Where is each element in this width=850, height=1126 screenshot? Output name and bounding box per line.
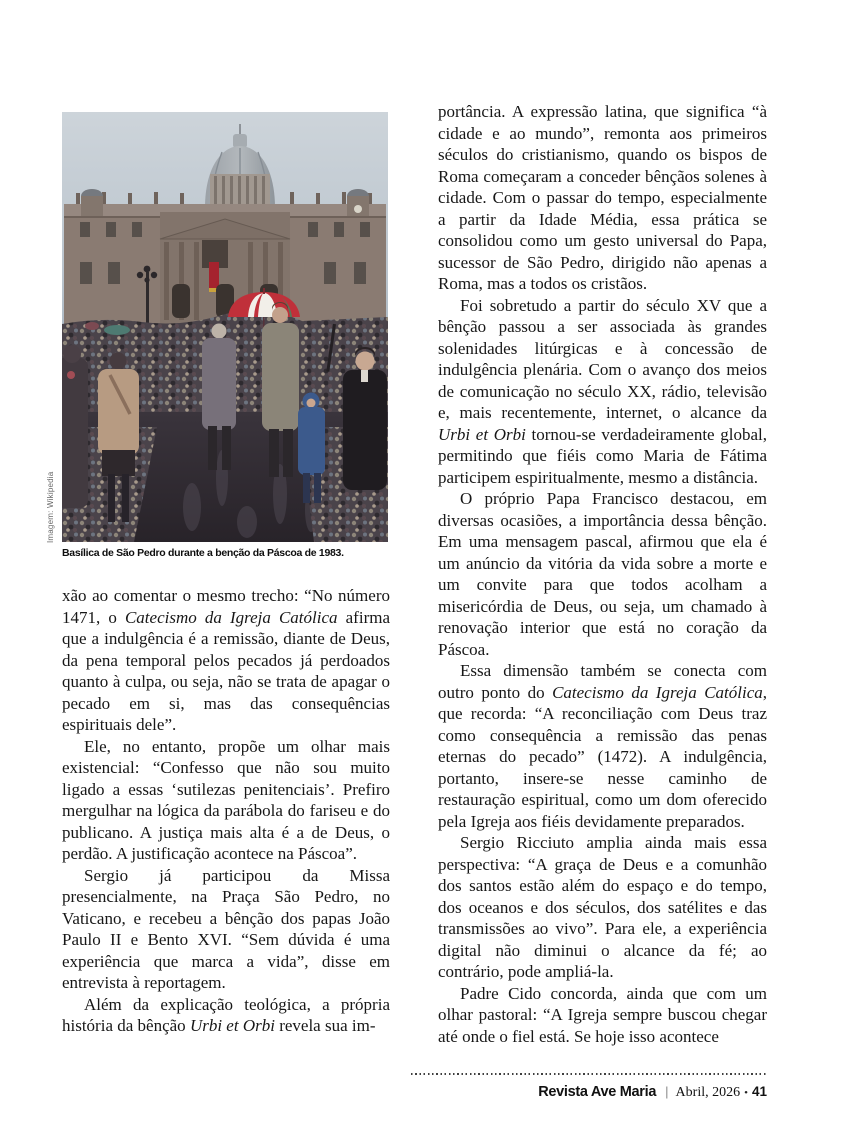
photo-caption: Basílica de São Pedro durante a benção da Páscoa de 1983. xyxy=(62,547,344,559)
page-footer xyxy=(411,1073,767,1101)
teal-umbrella xyxy=(104,325,130,335)
paragraph: Foi sobretudo a partir do século XV que a bênção passou a ser associada às grandes solenidades litúrgicas e à concessão de indulgência plenária. Com o avanço dos meios de comunicação no século XX, rádio, televisão e, mais recentemente, internet, o alcance da Urbi et Orbi tornou-se verdadeiramente global, permitindo que fiéis como Maria de Fátima participem espiritualmente, mesmo a distância. xyxy=(438,295,767,487)
article-column-right xyxy=(438,101,767,1047)
photo-credit: Imagem: Wikipedia xyxy=(46,471,55,543)
paragraph: Essa dimensão também se conecta com outro ponto do Catecismo da Igreja Católica, que recorda: “A reconciliação com Deus traz como consequência a remissão das penas eternas do pecado” (1472). A indulgência, portanto, insere-se nesse caminho de restauração espiritual, como um dom oferecido pela Igreja aos fiéis devidamente preparados. xyxy=(438,661,767,831)
basilica-photo xyxy=(62,112,388,542)
paragraph: O próprio Papa Francisco destacou, em diversas ocasiões, a importância dessa bênção. Em uma mensagem pascal, afirmou que ela é um anúncio da vitória da vida sobre a morte e um convite para que todos acolham a misericórdia de Deus, ou seja, um chamado à renovação interior que está no coração da Páscoa. xyxy=(438,489,767,659)
footer-line xyxy=(411,1084,767,1101)
paragraph: Padre Cido concorda, ainda que com um olhar pastoral: “A Igreja sempre buscou chegar até onde o fiel está. Se hoje isso acontece xyxy=(438,983,767,1046)
issue-date: Abril, 2026 xyxy=(675,1085,741,1100)
paragraph: Sergio já participou da Missa presencialmente, na Praça São Pedro, no Vaticano, e recebeu a bênção dos papas João Paulo II e Bento XVI. “Sem dúvida é uma experiência que marca a vida”, disse em entrevista à reportagem. xyxy=(62,865,390,992)
page-number: 41 xyxy=(751,1084,767,1099)
photo-figure xyxy=(62,112,388,559)
paragraph: portância. A expressão latina, que significa “à cidade e ao mundo”, remonta aos primeiros séculos do cristianismo, quando os bispos de Roma começaram a conceder bênçãos solenes à cidade. Com o passar do tempo, especialmente a partir da Idade Média, essa prática se consolidou como um gesto universal do Papa, sucessor de São Pedro, dirigido não apenas a Roma, mas a todos os cristãos. xyxy=(438,102,767,293)
paragraph: Além da explicação teológica, a própria história da bênção Urbi et Orbi revela sua im- xyxy=(62,994,390,1035)
paragraph: xão ao comentar o mesmo trecho: “No número 1471, o Catecismo da Igreja Católica afirma que a indulgência é a remissão, diante de Deus, da pena temporal pelos pecados já perdoados quanto à culpa, ou seja, não se trata de apagar o pecado em si, mas das consequências espirituais dele”. xyxy=(62,586,390,734)
basilica-facade xyxy=(64,189,386,324)
footer-divider xyxy=(411,1073,767,1075)
footer-separator: | xyxy=(665,1084,669,1099)
paragraph: Sergio Ricciuto amplia ainda mais essa perspectiva: “A graça de Deus e a comunhão dos santos estão além do espaço e do tempo, dos oceanos e dos séculos, dos satélites e das transmissões ao vivo”. Para ele, a experiência digital não diminui o alcance da fé; ao contrário, pode ampliá-la. xyxy=(438,833,767,981)
magazine-name: Revista Ave Maria xyxy=(538,1084,657,1100)
footer-bullet: • xyxy=(744,1087,748,1099)
article-column-left xyxy=(62,585,390,1037)
paragraph: Ele, no entanto, propõe um olhar mais existencial: “Confesso que não sou muito ligado a essas ‘sutilezas penitenciais’. Prefiro mergulhar na lógica da parábola do fariseu e do publicano. A justiça mais alta é a de Deus, o perdão. A justificação acontece na Páscoa”. xyxy=(62,736,390,863)
